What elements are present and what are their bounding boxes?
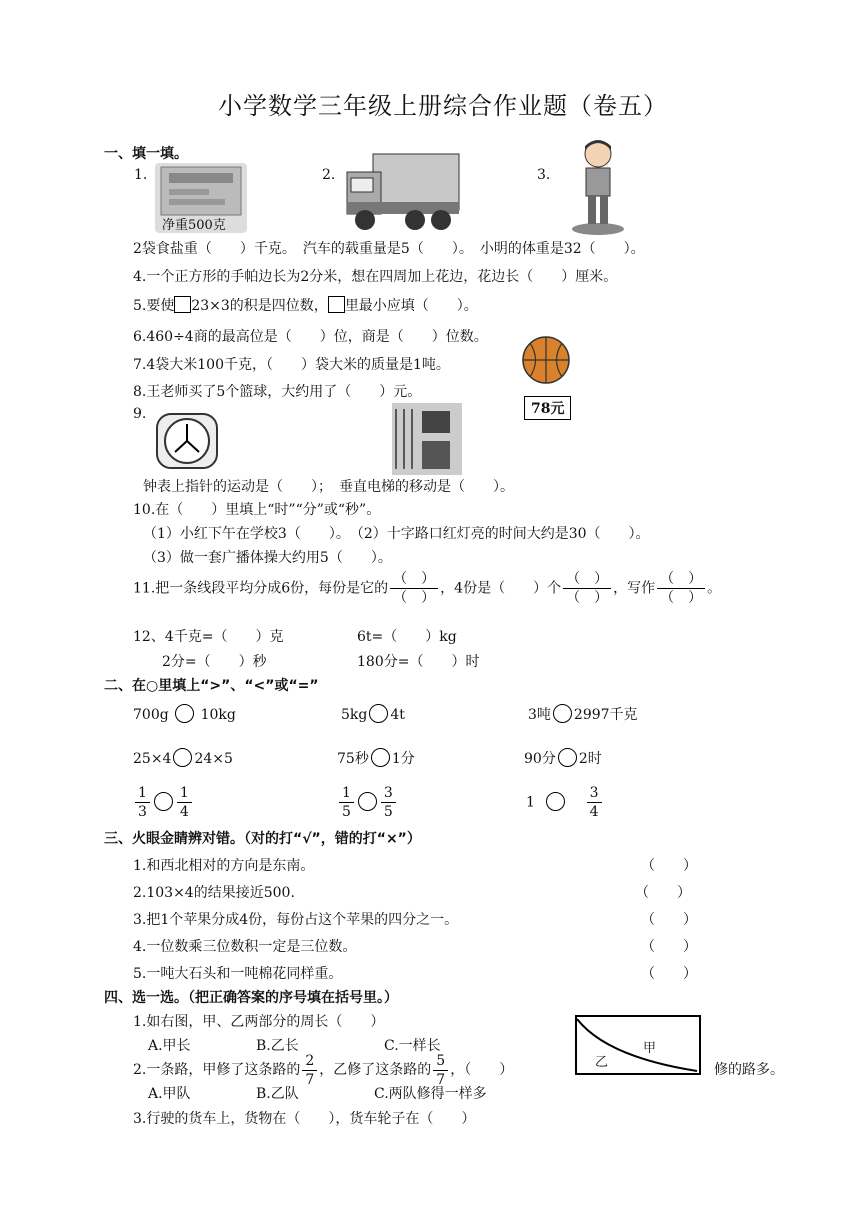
q8-text: 8.王老师买了5个篮球，大约用了（ ）元。 (133, 384, 422, 400)
judge-item: 3.把1个苹果分成4份，每份占这个苹果的四分之一。 (133, 912, 459, 928)
q2-part-b: ，乙修了这条路的 (319, 1062, 432, 1078)
compare-circle (553, 704, 572, 723)
fraction: $\frac{1}{3}$ (135, 784, 150, 821)
q12-b: 6t=（ ）kg (357, 629, 457, 645)
section-2-heading: 二、在○里填上“>”、“<”或“=” (104, 678, 319, 694)
blank-fraction: $\frac{( )}{( )}$ (657, 570, 705, 607)
blank-fraction: $\frac{( )}{( )}$ (390, 570, 438, 607)
q5-part-c: 里最小应填（ ）。 (344, 298, 478, 314)
compare-item: 90分 2时 (524, 748, 602, 768)
option-a: A.甲长 (148, 1038, 191, 1054)
bag-weight-label: 净重500克 (162, 218, 226, 233)
q10-part1: （1）小红下午在学校3（ ）。 （2）十字路口红灯亮的时间大约是30（ ）。 (143, 526, 650, 542)
option-b: B.乙长 (256, 1038, 299, 1054)
basketball-image (521, 335, 571, 389)
compare-circle (371, 748, 390, 767)
q2-part-a: 2.一条路，甲修了这条路的 (133, 1062, 301, 1078)
fraction: $\frac{1}{4}$ (177, 784, 192, 821)
choice-q1: 1.如右图，甲、乙两部分的周长（ ） (133, 1014, 385, 1030)
q9-text: 钟表上指针的运动是（ ）； 垂直电梯的移动是（ ）。 (143, 479, 514, 495)
compare-item: 75秒 1分 (337, 748, 415, 768)
compare-circle (173, 748, 192, 767)
compare-item: 25×4 24×5 (133, 748, 233, 767)
q12-d: 180分=（ ）时 (357, 654, 480, 670)
section-4-heading: 四、选一选。（把正确答案的序号填在括号里。） (104, 990, 398, 1006)
fraction: $\frac{3}{4}$ (587, 784, 602, 821)
q11-text (133, 570, 721, 607)
compare-item: 3吨 2997千克 (528, 704, 638, 724)
clock-image (155, 412, 219, 474)
region-yi-label: 乙 (595, 1055, 609, 1070)
q5-part-a: 5.要使 (133, 298, 175, 314)
compare-item (133, 784, 194, 821)
answer-paren: （ ） (635, 885, 691, 901)
truck-image (343, 150, 463, 238)
answer-paren: （ ） (641, 858, 697, 874)
page-title: 小学数学三年级上册综合作业题（卷五） (218, 92, 668, 120)
judge-item: 5.一吨大石头和一吨棉花同样重。 (133, 966, 343, 982)
compare-circle (369, 704, 388, 723)
compare-circle (546, 792, 565, 811)
compare-circle (154, 792, 173, 811)
compare-circle (358, 792, 377, 811)
perimeter-figure (575, 1015, 701, 1075)
section-3-heading: 三、火眼金睛辨对错。（对的打“√”，错的打“×”） (104, 831, 421, 847)
q12-a: 12、4千克=（ ）克 (133, 629, 284, 645)
q2-number: 2. (322, 167, 336, 183)
q4-text: 4.一个正方形的手帕边长为2分米，想在四周加上花边，花边长（ ）厘米。 (133, 269, 618, 285)
q10-part2: （3）做一套广播体操大约用5（ ）。 (143, 550, 392, 566)
q2-tail: 修的路多。 (714, 1062, 784, 1078)
compare-item: 700g 10kg (133, 704, 236, 723)
elevator-image (392, 403, 462, 479)
region-jia-label: 甲 (643, 1041, 657, 1056)
option-c: C.两队修得一样多 (374, 1086, 487, 1102)
q10-text: 10.在（ ）里填上“时”“分”或“秒”。 (133, 502, 381, 518)
q1-number: 1. (134, 167, 148, 183)
boy-on-scale-image (568, 136, 628, 240)
compare-item (337, 784, 398, 821)
judge-item: 4.一位数乘三位数积一定是三位数。 (133, 939, 357, 955)
option-a: A.甲队 (148, 1086, 191, 1102)
q6-text: 6.460÷4商的最高位是（ ）位，商是（ ）位数。 (133, 329, 488, 345)
q1-3-text: 2袋食盐重（ ）千克。 汽车的载重量是5（ ）。 小明的体重是32（ ）。 (133, 241, 645, 257)
choice-q3: 3.行驶的货车上，货物在（ ），货车轮子在（ ） (133, 1111, 476, 1127)
answer-paren: （ ） (641, 966, 697, 982)
judge-item: 2.103×4的结果接近500. (133, 885, 295, 901)
fraction: $\frac{1}{5}$ (339, 784, 354, 821)
option-c: C.一样长 (384, 1038, 441, 1054)
compare-item: 5kg 4t (341, 704, 405, 723)
q12-c: 2分=（ ）秒 (162, 654, 267, 670)
section-1-heading: 一、填一填。 (104, 146, 188, 162)
q2-part-c: ，（ ） (450, 1062, 514, 1078)
option-b: B.乙队 (256, 1086, 299, 1102)
judge-item: 1.和西北相对的方向是东南。 (133, 858, 315, 874)
q3-number: 3. (537, 167, 551, 183)
blank-fraction: $\frac{( )}{( )}$ (563, 570, 611, 607)
fraction: $\frac{5}{7}$ (433, 1052, 448, 1089)
q5-part-b: 23×3的积是四位数， (191, 298, 328, 314)
blank-box (328, 296, 345, 313)
fraction: $\frac{3}{5}$ (381, 784, 396, 821)
answer-paren: （ ） (641, 912, 697, 928)
q7-text: 7.4袋大米100千克，（ ）袋大米的质量是1吨。 (133, 357, 450, 373)
price-tag: 78元 (524, 396, 571, 420)
q11-part-a: 11.把一条线段平均分成6份，每份是它的 (133, 580, 389, 597)
answer-paren: （ ） (641, 939, 697, 955)
compare-item: 1 $\frac{3}{4}$ (526, 784, 604, 821)
q5-text (133, 295, 478, 315)
q11-part-c: ，写作 (613, 580, 656, 597)
blank-box (174, 296, 191, 313)
compare-circle (175, 704, 194, 723)
q11-part-b: ，4份是（ ）个 (440, 580, 562, 597)
fraction: $\frac{2}{7}$ (302, 1052, 317, 1089)
q11-part-d: 。 (707, 580, 722, 597)
q9-number: 9. (133, 406, 147, 422)
compare-circle (558, 748, 577, 767)
